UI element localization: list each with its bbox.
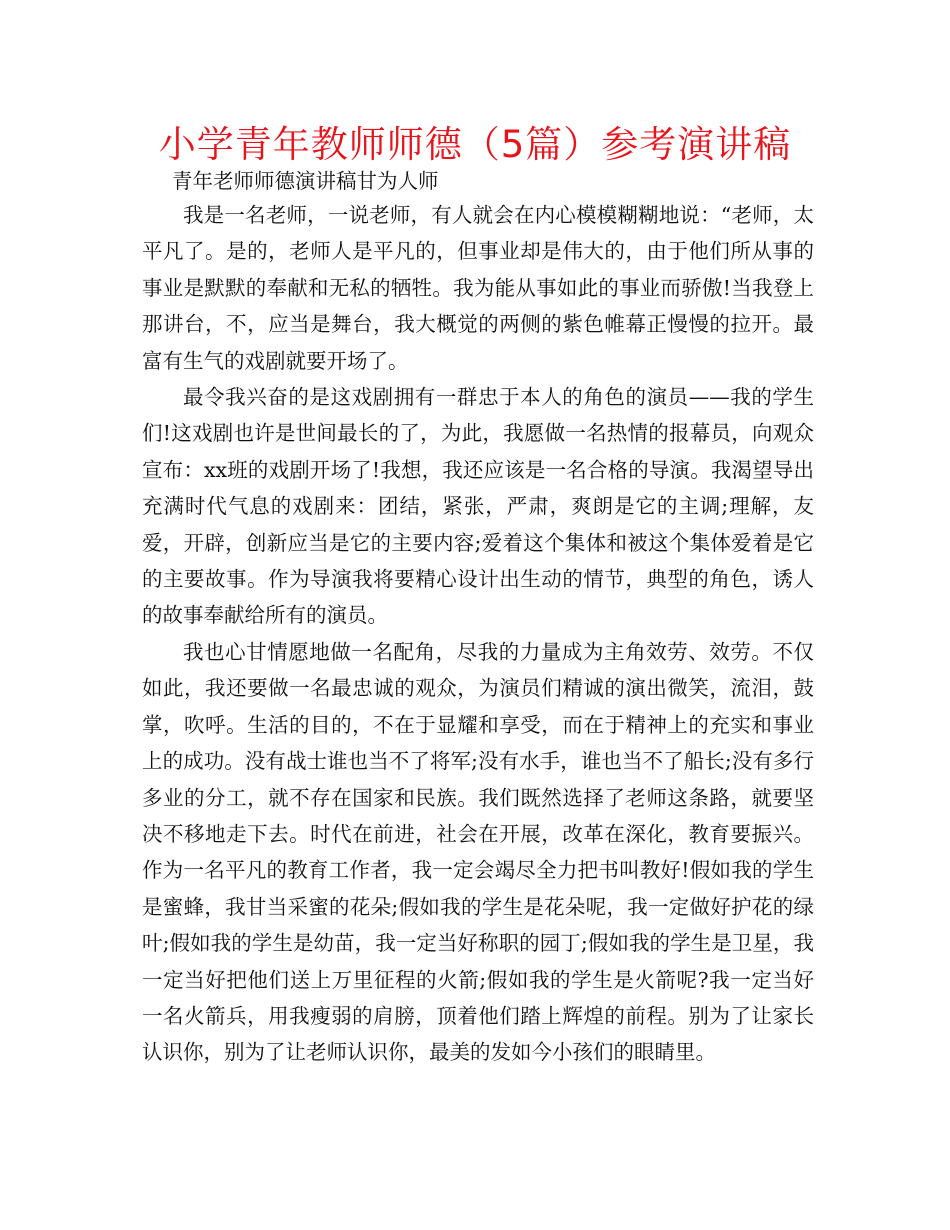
paragraph: 最令我兴奋的是这戏剧拥有一群忠于本人的角色的演员——我的学生们!这戏剧也许是世间最长的了，为此，我愿做一名热情的报幕员，向观众宣布：xx班的戏剧开场了!我想，我还应该是一名合格的导演。我渴望导出充满时代气息的戏剧来：团结，紧张，严肃，爽朗是它的主调;理解，友爱，开辟，创新应当是它的主要内容;爱着这个集体和被这个集体爱着是它的主要故事。作为导演我将要精心设计出生动的情节，典型的角色，诱人的故事奉献给所有的演员。 xyxy=(142,385,814,628)
paragraph: 我是一名老师，一说老师，有人就会在内心模模糊糊地说：“老师，太平凡了。是的，老师人是平凡的，但事业却是伟大的，由于他们所从事的事业是默默的奉献和无私的牺牲。我为能从事如此的事业而骄傲!当我登上那讲台，不，应当是舞台，我大概觉的两侧的紫色帷幕正慢慢的拉开。最富有生气的戏剧就要开场了。 xyxy=(142,203,814,373)
document-body xyxy=(142,197,814,1071)
document-title: 小学青年教师师德（5篇）参考演讲稿 xyxy=(158,123,792,166)
document-subtitle: 青年老师师德演讲稿甘为人师 xyxy=(172,169,439,193)
paragraph: 我也心甘情愿地做一名配角，尽我的力量成为主角效劳、效劳。不仅如此，我还要做一名最忠诚的观众，为演员们精诚的演出微笑，流泪，鼓掌，吹呼。生活的目的，不在于显耀和享受，而在于精神上的充实和事业上的成功。没有战士谁也当不了将军;没有水手，谁也当不了船长;没有多行多业的分工，就不存在国家和民族。我们既然选择了老师这条路，就要坚决不移地走下去。时代在前进，社会在开展，改革在深化，教育要振兴。作为一名平凡的教育工作者，我一定会竭尽全力把书叫教好!假如我的学生是蜜蜂，我甘当采蜜的花朵;假如我的学生是花朵呢，我一定做好护花的绿叶;假如我的学生是幼苗，我一定当好称职的园丁;假如我的学生是卫星，我一定当好把他们送上万里征程的火箭;假如我的学生是火箭呢?我一定当好一名火箭兵，用我瘦弱的肩膀，顶着他们踏上辉煌的前程。别为了让家长认识你，别为了让老师认识你，最美的发如今小孩们的眼睛里。 xyxy=(142,639,814,1065)
